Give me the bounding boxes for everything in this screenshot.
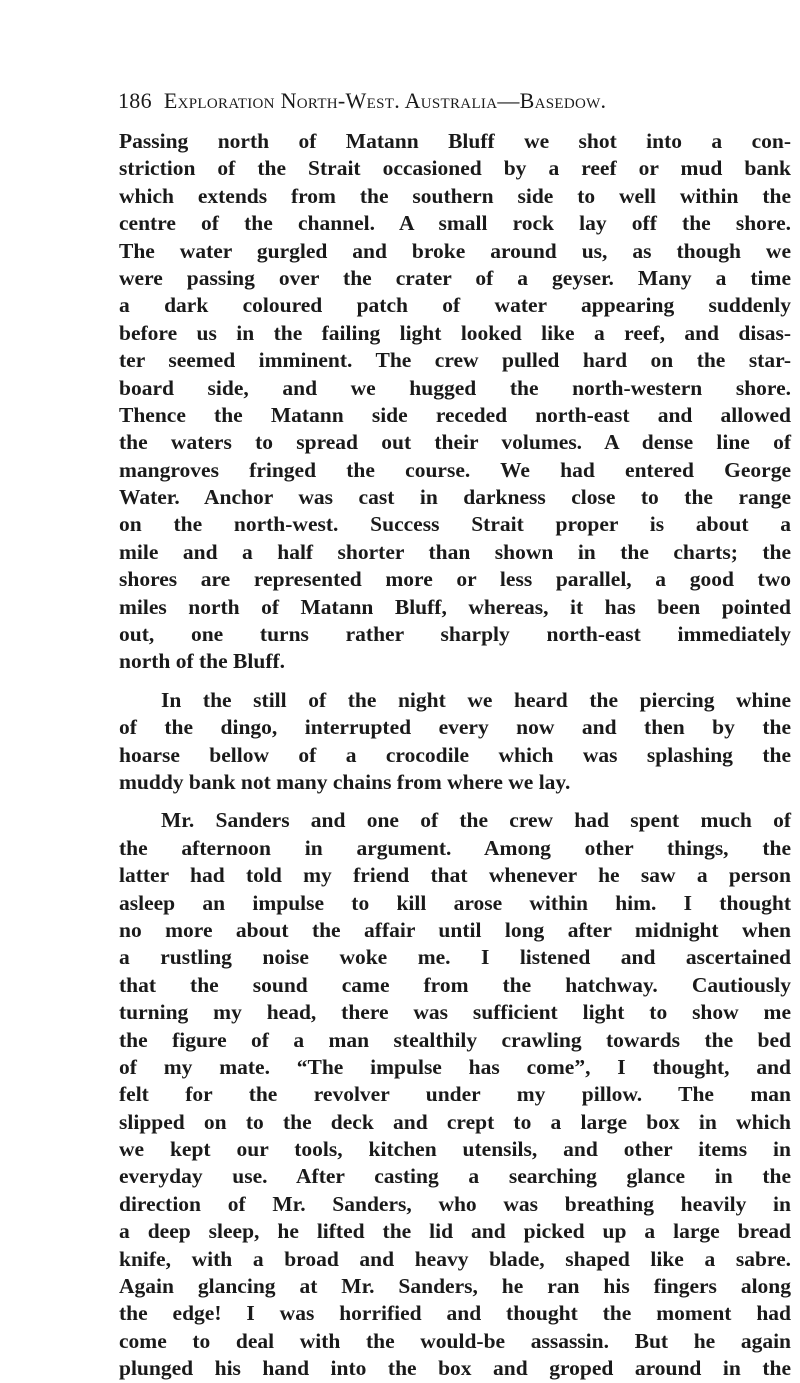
- text-line: In the still of the night we heard the piercing whine: [161, 687, 791, 712]
- text-line: we kept our tools, kitchen utensils, and other items in: [119, 1137, 791, 1162]
- text-line: of the dingo, interrupted every now and then by the: [119, 715, 791, 740]
- text-line: ter seemed imminent. The crew pulled hard on the star-: [119, 348, 791, 373]
- text-line: Again glancing at Mr. Sanders, he ran his fingers along: [119, 1274, 791, 1299]
- text-line: were passing over the crater of a geyser. Many a time: [119, 265, 791, 290]
- text-line: felt for the revolver under my pillow. The man: [119, 1082, 791, 1107]
- text-line: come to deal with the would-be assassin. But he again: [119, 1328, 791, 1353]
- text-line: turning my head, there was sufficient light to show me: [119, 1000, 791, 1025]
- text-line: The water gurgled and broke around us, as though we: [119, 238, 791, 263]
- text-line: north of the Bluff.: [119, 649, 286, 674]
- running-head: [118, 88, 798, 114]
- paragraph-gap: [119, 796, 791, 807]
- text-line: mangroves fringed the course. We had entered George: [119, 457, 791, 482]
- page-number: 186: [118, 88, 152, 113]
- text-line: shores are represented more or less parallel, a good two: [119, 567, 791, 592]
- text-line: Passing north of Matann Bluff we shot into a con-: [119, 129, 791, 153]
- text-line: direction of Mr. Sanders, who was breathing heavily in: [119, 1191, 791, 1216]
- text-line: the afternoon in argument. Among other things, the: [119, 835, 791, 860]
- paragraph: [119, 128, 791, 676]
- text-line: slipped on to the deck and crept to a large box in which: [119, 1109, 791, 1134]
- text-line: latter had told my friend that whenever he saw a person: [119, 863, 791, 888]
- text-line: before us in the failing light looked like a reef, and disas-: [119, 320, 791, 345]
- text-line: which extends from the southern side to well within the: [119, 183, 791, 208]
- text-line: hoarse bellow of a crocodile which was splashing the: [119, 742, 791, 767]
- body-text: [119, 128, 791, 1383]
- text-line: muddy bank not many chains from where we lay.: [119, 769, 571, 794]
- text-line: that the sound came from the hatchway. Cautiously: [119, 972, 791, 997]
- paragraph: [119, 687, 791, 797]
- text-line: of my mate. “The impulse has come”, I thought, and: [119, 1054, 791, 1079]
- text-line: Water. Anchor was cast in darkness close to the range: [119, 485, 791, 510]
- text-line: everyday use. After casting a searching glance in the: [119, 1164, 791, 1189]
- text-line: the waters to spread out their volumes. A dense line of: [119, 430, 791, 455]
- text-line: knife, with a broad and heavy blade, shaped like a sabre.: [119, 1246, 791, 1271]
- text-line: a deep sleep, he lifted the lid and picked up a large bread: [119, 1219, 791, 1244]
- text-line: a rustling noise woke me. I listened and ascertained: [119, 945, 791, 970]
- text-line: centre of the channel. A small rock lay off the shore.: [119, 211, 791, 236]
- text-line: plunged his hand into the box and groped around in the: [119, 1356, 791, 1381]
- paragraph: [119, 807, 791, 1382]
- text-line: striction of the Strait occasioned by a reef or mud bank: [119, 156, 791, 181]
- text-line: Mr. Sanders and one of the crew had spent much of: [161, 808, 791, 833]
- text-line: board side, and we hugged the north-western shore.: [119, 375, 791, 400]
- text-line: on the north-west. Success Strait proper is about a: [119, 512, 791, 537]
- text-line: miles north of Matann Bluff, whereas, it has been pointed: [119, 594, 791, 619]
- text-line: Thence the Matann side receded north-east and allowed: [119, 402, 791, 427]
- text-line: asleep an impulse to kill arose within him. I thought: [119, 890, 791, 915]
- text-line: mile and a half shorter than shown in the charts; the: [119, 539, 791, 564]
- running-title: Exploration North-West. Australia—Basedow.: [163, 88, 607, 113]
- text-line: out, one turns rather sharply north-east immediately: [119, 622, 791, 647]
- text-line: a dark coloured patch of water appearing suddenly: [119, 293, 791, 318]
- text-line: the edge! I was horrified and thought the moment had: [119, 1301, 791, 1326]
- text-line: no more about the affair until long after midnight when: [119, 917, 791, 942]
- paragraph-gap: [119, 676, 791, 687]
- text-line: the figure of a man stealthily crawling towards the bed: [119, 1027, 791, 1052]
